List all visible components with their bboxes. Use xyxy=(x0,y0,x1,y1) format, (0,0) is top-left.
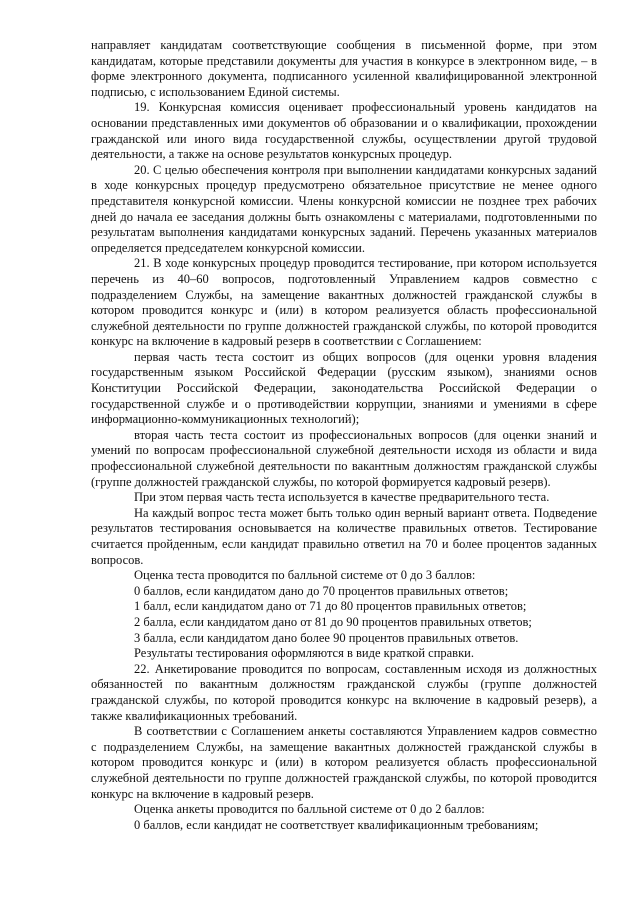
list-item: 1 балл, если кандидатом дано от 71 до 80 процентов правильных ответов; xyxy=(134,599,527,614)
list-item: 0 баллов, если кандидатом дано до 70 процентов правильных ответов; xyxy=(134,583,509,598)
paragraph: 21. В ходе конкурсных процедур проводится тестирование, при котором используется перечень из 40–60 вопросов, подготовленный Управлением кадров совместно с подразделением Службы, на замещение вакантных должностей гражданской службы в котором проводится конкурс и (или) в котором реализуется область профессиональной служебной деятельности по группе должностей гражданской службы, по которой проводится конкурс на включение в кадровый резерв в соответствии с Соглашением: xyxy=(91,256,597,349)
paragraph: вторая часть теста состоит из профессиональных вопросов (для оценки знаний и умений по вопросам профессиональной служебной деятельности исходя из области и вида профессиональной служебной деятельности по вакантным должностям гражданской службы (группе должностей гражданской службы, по которой формируется кадровый резерв). xyxy=(91,427,597,489)
paragraph: Результаты тестирования оформляются в виде краткой справки. xyxy=(134,646,474,661)
paragraph: При этом первая часть теста используется в качестве предварительного теста. xyxy=(134,490,550,505)
paragraph: 20. С целью обеспечения контроля при выполнении кандидатами конкурсных заданий в ходе конкурсных процедур предусмотрено обязательное присутствие не менее одного представителя конкурсной комиссии. Члены конкурсной комиссии не позднее трех рабочих дней до начала ее заседания должны быть ознакомлены с материалами, подготовленными по результатам выполнения кандидатами конкурсных заданий. Перечень указанных материалов определяется председателем конкурсной комиссии. xyxy=(91,162,597,255)
paragraph: На каждый вопрос теста может быть только один верный вариант ответа. Подведение результатов тестирования основывается на количестве правильных ответов. Тестирование считается пройденным, если кандидат правильно ответил на 70 и более процентов заданных вопросов. xyxy=(91,505,597,567)
paragraph: Оценка анкеты проводится по балльной системе от 0 до 2 баллов: xyxy=(134,802,485,817)
paragraph: В соответствии с Соглашением анкеты составляются Управлением кадров совместно с подразделением Службы, на замещение вакантных должностей гражданской службы в котором проводится конкурс и (или) в котором реализуется область профессиональной служебной деятельности по группе должностей гражданской службы, по которой проводится конкурс на включение в кадровый резерв. xyxy=(91,724,597,801)
document-page xyxy=(91,38,597,833)
list-item: 3 балла, если кандидатом дано более 90 процентов правильных ответов. xyxy=(134,630,519,645)
list-item: 0 баллов, если кандидат не соответствует квалификационным требованиям; xyxy=(134,817,539,832)
paragraph: 19. Конкурсная комиссия оценивает профессиональный уровень кандидатов на основании представленных ими документов об образовании и о квалификации, прохождении гражданской или иного вида государственной службы, осуществлении другой трудовой деятельности, а также на основе результатов конкурсных процедур. xyxy=(91,100,597,162)
paragraph: Оценка теста проводится по балльной системе от 0 до 3 баллов: xyxy=(134,568,476,583)
list-item: 2 балла, если кандидатом дано от 81 до 90 процентов правильных ответов; xyxy=(134,614,532,629)
paragraph: направляет кандидатам соответствующие сообщения в письменной форме, при этом кандидатам, которые представили документы для участия в конкурсе в электронном виде, – в форме электронного документа, подписанного усиленной квалифицированной электронной подписью, с использованием Единой системы. xyxy=(91,38,597,99)
paragraph: первая часть теста состоит из общих вопросов (для оценки уровня владения государственным языком Российской Федерации (русским языком), знаниями основ Конституции Российской Федерации, законодательства Российской Федерации о государственной службе и о противодействии коррупции, знаниями и умениями в сфере информационно-коммуникационных технологий); xyxy=(91,349,597,427)
paragraph: 22. Анкетирование проводится по вопросам, составленным исходя из должностных обязанностей по вакантным должностям гражданской службы (группе должностей гражданской службы, по которой проводится конкурс на включение в кадровый резерв), а также квалификационных требований. xyxy=(91,661,597,723)
